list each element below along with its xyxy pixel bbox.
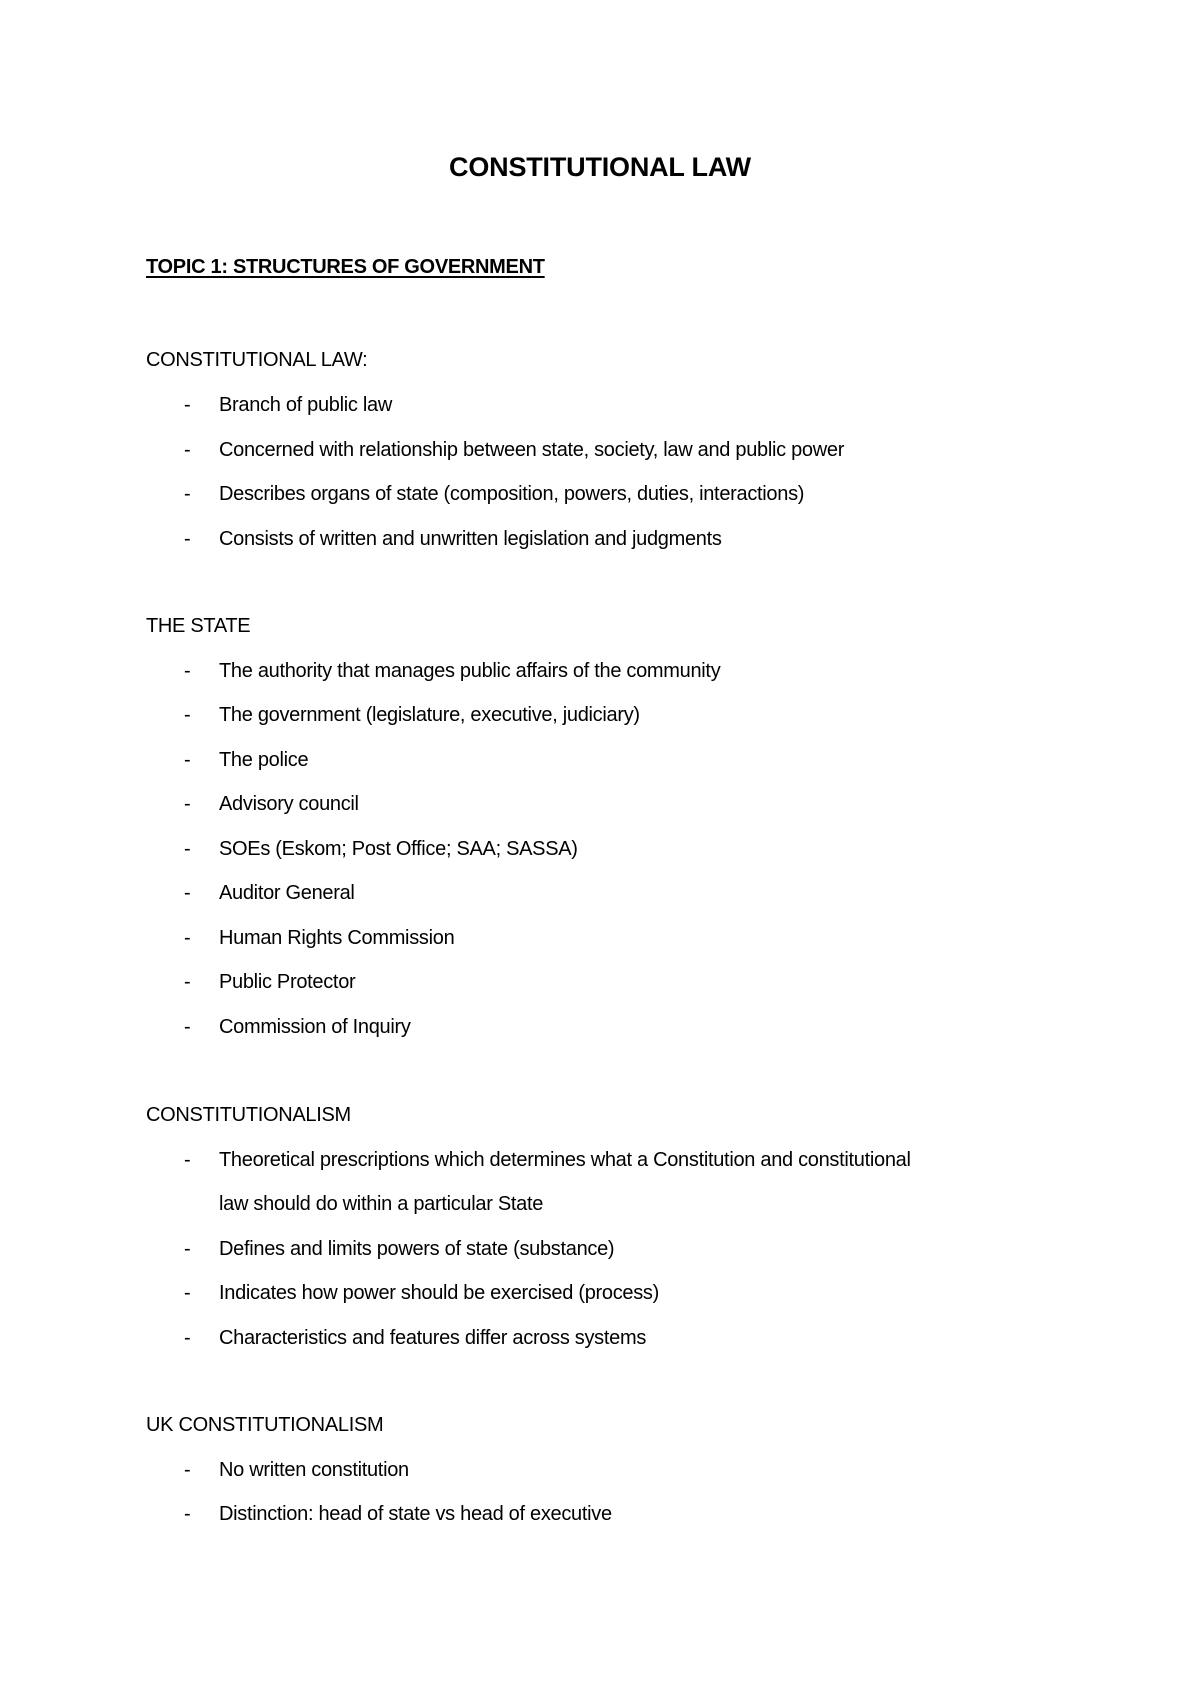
bullet-text: Concerned with relationship between state, society, law and public power [219,439,845,461]
topic-heading: TOPIC 1: STRUCTURES OF GOVERNMENT [146,256,545,278]
list-item [0,480,1200,508]
bullet-text: Describes organs of state (composition, powers, duties, interactions) [219,483,805,505]
bullet-dash: - [184,971,191,993]
list-item [0,1279,1200,1307]
bullet-dash: - [184,528,191,550]
bullet-dash: - [184,838,191,860]
bullet-text: Theoretical prescriptions which determines what a Constitution and constitutional [219,1149,911,1171]
bullet-dash: - [184,927,191,949]
list-item [0,1013,1200,1041]
list-item [0,1456,1200,1484]
bullet-text: Human Rights Commission [219,927,455,949]
section-heading-uk-constitutionalism: UK CONSTITUTIONALISM [146,1414,384,1436]
bullet-text: Distinction: head of state vs head of executive [219,1503,612,1525]
bullet-text: The government (legislature, executive, judiciary) [219,704,640,726]
bullet-dash: - [184,1149,191,1171]
list-item [0,436,1200,464]
bullet-dash: - [184,1459,191,1481]
bullet-dash: - [184,1016,191,1038]
bullet-continuation-text: law should do within a particular State [219,1193,544,1215]
bullet-text: No written constitution [219,1459,409,1481]
section-heading-constitutionalism: CONSTITUTIONALISM [146,1104,351,1126]
bullet-text: The police [219,749,309,771]
bullet-dash: - [184,1503,191,1525]
bullet-dash: - [184,439,191,461]
bullet-dash: - [184,749,191,771]
list-item [0,924,1200,952]
list-item [0,657,1200,685]
bullet-text: Auditor General [219,882,355,904]
list-item [0,391,1200,419]
section-heading-the-state: THE STATE [146,615,251,637]
section-heading-constitutional-law: CONSTITUTIONAL LAW: [146,349,368,371]
list-item [0,746,1200,774]
bullet-text: Public Protector [219,971,356,993]
list-item [0,1324,1200,1352]
list-item [0,835,1200,863]
bullet-text: Branch of public law [219,394,392,416]
list-item [0,1146,1200,1174]
bullet-dash: - [184,660,191,682]
bullet-dash: - [184,483,191,505]
bullet-dash: - [184,1282,191,1304]
bullet-text: Defines and limits powers of state (substance) [219,1238,615,1260]
list-item [0,1235,1200,1263]
bullet-dash: - [184,882,191,904]
list-item [0,525,1200,553]
document-title: CONSTITUTIONAL LAW [449,152,751,182]
bullet-text: Characteristics and features differ across systems [219,1327,647,1349]
bullet-text: Indicates how power should be exercised (process) [219,1282,659,1304]
list-item [0,701,1200,729]
list-item [0,968,1200,996]
bullet-text: Advisory council [219,793,359,815]
bullet-text: Consists of written and unwritten legislation and judgments [219,528,722,550]
bullet-dash: - [184,704,191,726]
list-item [0,1500,1200,1528]
bullet-text: The authority that manages public affairs of the community [219,660,721,682]
bullet-text: SOEs (Eskom; Post Office; SAA; SASSA) [219,838,578,860]
bullet-dash: - [184,793,191,815]
bullet-text: Commission of Inquiry [219,1016,411,1038]
bullet-dash: - [184,394,191,416]
list-item [0,790,1200,818]
bullet-dash: - [184,1238,191,1260]
bullet-dash: - [184,1327,191,1349]
list-item [0,879,1200,907]
